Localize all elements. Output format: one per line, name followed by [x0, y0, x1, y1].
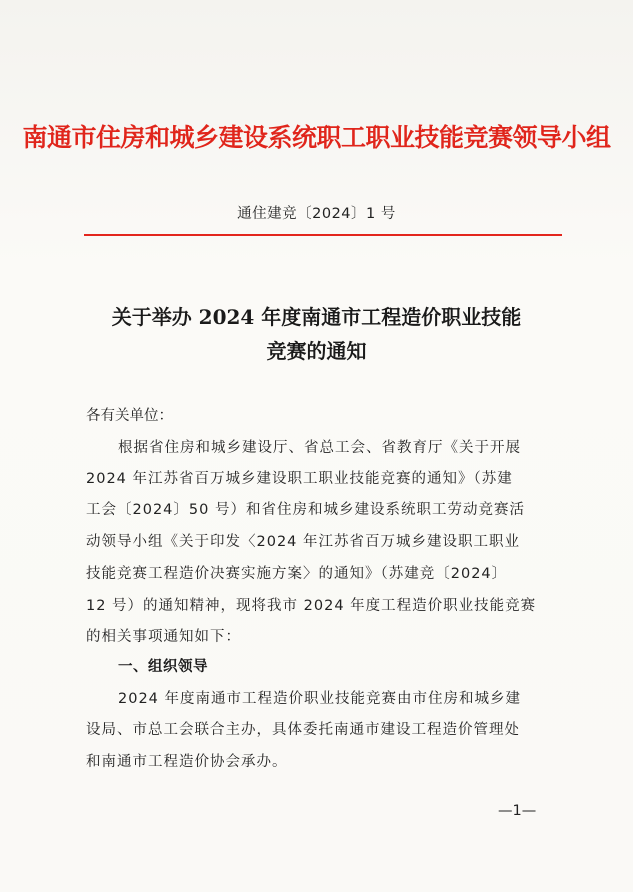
- body-line: 2024 年江苏省百万城乡建设职工职业技能竞赛的通知》（苏建: [86, 471, 513, 487]
- page-number: —1—: [498, 803, 537, 819]
- notice-title: [0, 300, 633, 368]
- issuing-organization-title: 南通市住房和城乡建设系统职工职业技能竞赛领导小组: [22, 123, 611, 152]
- body-line: 技能竞赛工程造价决赛实施方案〉的通知》（苏建竞〔2024〕: [86, 566, 508, 582]
- body-line: 2024 年度南通市工程造价职业技能竞赛由市住房和城乡建: [118, 691, 522, 707]
- notice-title-line-2: 竞赛的通知: [266, 339, 367, 363]
- body-line: 的相关事项通知如下：: [86, 629, 241, 645]
- body-line: 和南通市工程造价协会承办。: [86, 754, 288, 770]
- salutation: 各有关单位：: [86, 408, 173, 424]
- section-heading-organization: 一、组织领导: [118, 659, 208, 675]
- body-line: 工会〔2024〕50 号）和省住房和城乡建设系统职工劳动竞赛活: [86, 502, 525, 518]
- body-line: 设局、市总工会联合主办，具体委托南通市建设工程造价管理处: [86, 722, 520, 738]
- notice-title-line-1: 关于举办 2024 年度南通市工程造价职业技能: [111, 305, 522, 329]
- document-number: 通住建竞〔2024〕1 号: [237, 206, 396, 222]
- body-line: 12 号）的通知精神，现将我市 2024 年度工程造价职业技能竞赛: [86, 598, 537, 614]
- red-divider-line: [84, 234, 562, 236]
- body-line: 根据省住房和城乡建设厅、省总工会、省教育厅《关于开展: [118, 440, 521, 456]
- body-line: 动领导小组《关于印发〈2024 年江苏省百万城乡建设职工职业: [86, 534, 521, 550]
